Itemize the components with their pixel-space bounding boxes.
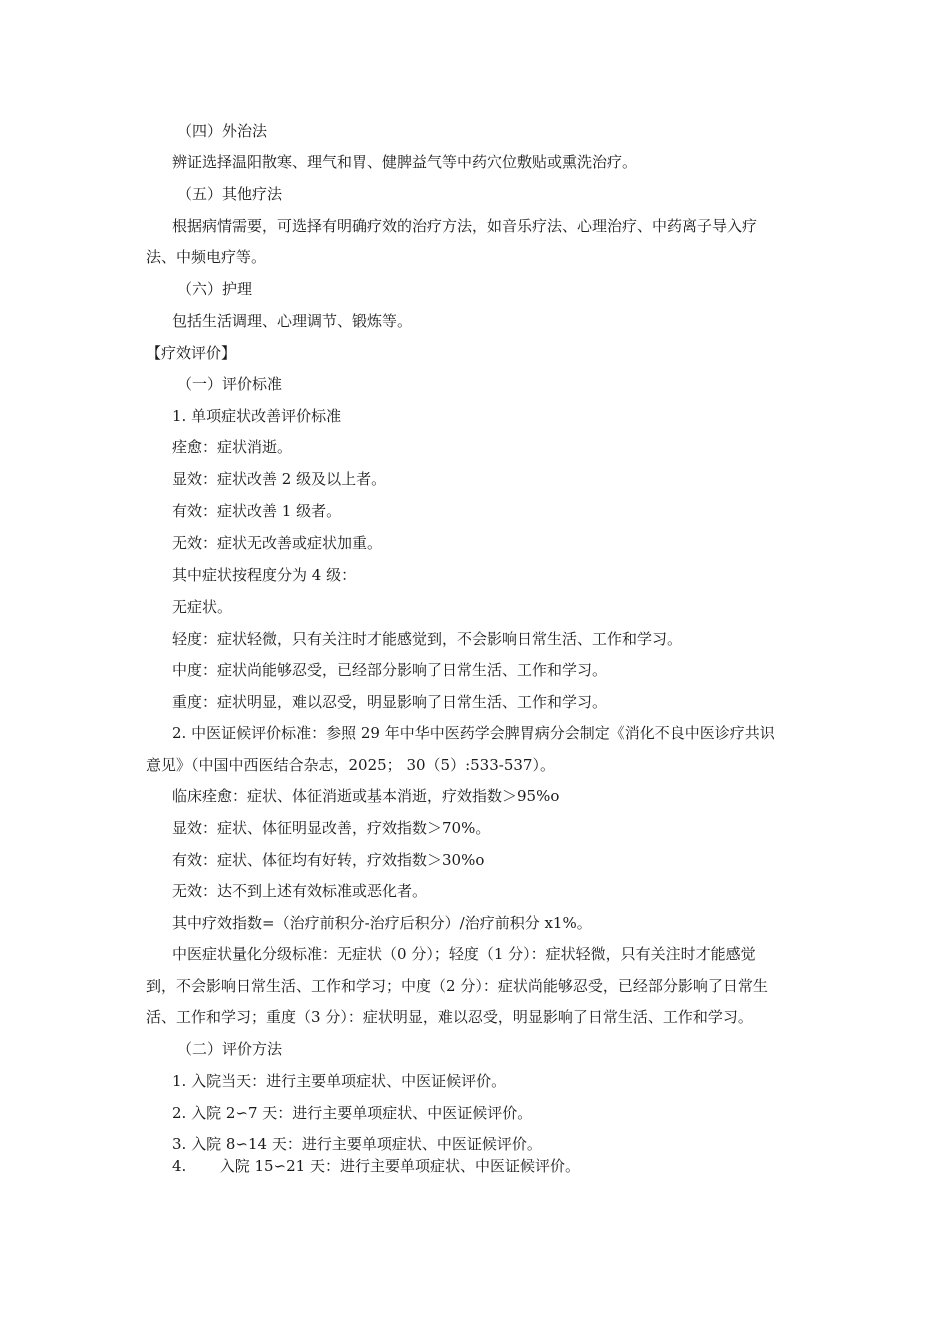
nursing-title: （六）护理 xyxy=(177,280,253,298)
quantification-line2: 到，不会影响日常生活、工作和学习；中度（2 分）：症状尚能够忍受，已经部分影响了日常生 xyxy=(146,977,768,995)
effective-criterion: 有效：症状改善 1 级者。 xyxy=(172,502,342,520)
quantification-line1: 中医症状量化分级标准：无症状（0 分）；轻度（1 分）：症状轻微，只有关注时才能感觉 xyxy=(172,945,756,963)
evaluation-method-title: （二）评价方法 xyxy=(177,1040,283,1058)
other-therapy-body-line2: 法、中频电疗等。 xyxy=(146,248,267,266)
other-therapy-title: （五）其他疗法 xyxy=(177,185,283,203)
grade-severe: 重度：症状明显，难以忍受，明显影响了日常生活、工作和学习。 xyxy=(172,693,608,711)
quantification-line3: 活、工作和学习；重度（3 分）：症状明显，难以忍受，明显影响了日常生活、工作和学习。 xyxy=(146,1008,753,1026)
grade-none: 无症状。 xyxy=(172,598,233,616)
evaluation-heading: 【疗效评价】 xyxy=(146,344,237,362)
efficacy-formula: 其中疗效指数=（治疗前积分-治疗后积分）/治疗前积分 x1%。 xyxy=(172,914,592,932)
tcm-ineffective: 无效：达不到上述有效标准或恶化者。 xyxy=(172,882,428,900)
external-treatment-title: （四）外治法 xyxy=(177,122,268,140)
marked-criterion: 显效：症状改善 2 级及以上者。 xyxy=(172,470,387,488)
cure-criterion: 痊愈：症状消逝。 xyxy=(172,438,293,456)
grade-intro: 其中症状按程度分为 4 级： xyxy=(172,566,357,584)
single-symptom-standard-title: 1. 单项症状改善评价标准 xyxy=(172,407,342,425)
evaluation-standard-title: （一）评价标准 xyxy=(177,375,283,393)
grade-moderate: 中度：症状尚能够忍受，已经部分影响了日常生活、工作和学习。 xyxy=(172,661,608,679)
external-treatment-body: 辨证选择温阳散寒、理气和胃、健脾益气等中药穴位敷贴或熏洗治疗。 xyxy=(172,153,638,171)
method-item-1: 1. 入院当天：进行主要单项症状、中医证候评价。 xyxy=(172,1072,507,1090)
tcm-standard-line1: 2. 中医证候评价标准：参照 29 年中华中医药学会脾胃病分会制定《消化不良中医诊疗共识 xyxy=(172,724,775,742)
nursing-body: 包括生活调理、心理调节、锻炼等。 xyxy=(172,312,413,330)
method-item-4: 4. 入院 15∽21 天：进行主要单项症状、中医证候评价。 xyxy=(172,1157,580,1175)
method-item-3: 3. 入院 8∽14 天：进行主要单项症状、中医证候评价。 xyxy=(172,1135,542,1153)
method-item-2: 2. 入院 2∽7 天：进行主要单项症状、中医证候评价。 xyxy=(172,1104,533,1122)
tcm-standard-line2: 意见》（中国中西医结合杂志，2025； 30（5）:533-537）。 xyxy=(146,756,555,774)
grade-mild: 轻度：症状轻微，只有关注时才能感觉到，不会影响日常生活、工作和学习。 xyxy=(172,630,683,648)
other-therapy-body-line1: 根据病情需要，可选择有明确疗效的治疗方法，如音乐疗法、心理治疗、中药离子导入疗 xyxy=(172,217,758,235)
tcm-effective: 有效：症状、体征均有好转，疗效指数＞30%o xyxy=(172,851,485,869)
tcm-marked: 显效：症状、体征明显改善，疗效指数＞70%。 xyxy=(172,819,491,837)
ineffective-criterion: 无效：症状无改善或症状加重。 xyxy=(172,534,383,552)
tcm-cure: 临床痊愈：症状、体征消逝或基本消逝，疗效指数＞95%o xyxy=(172,787,560,805)
